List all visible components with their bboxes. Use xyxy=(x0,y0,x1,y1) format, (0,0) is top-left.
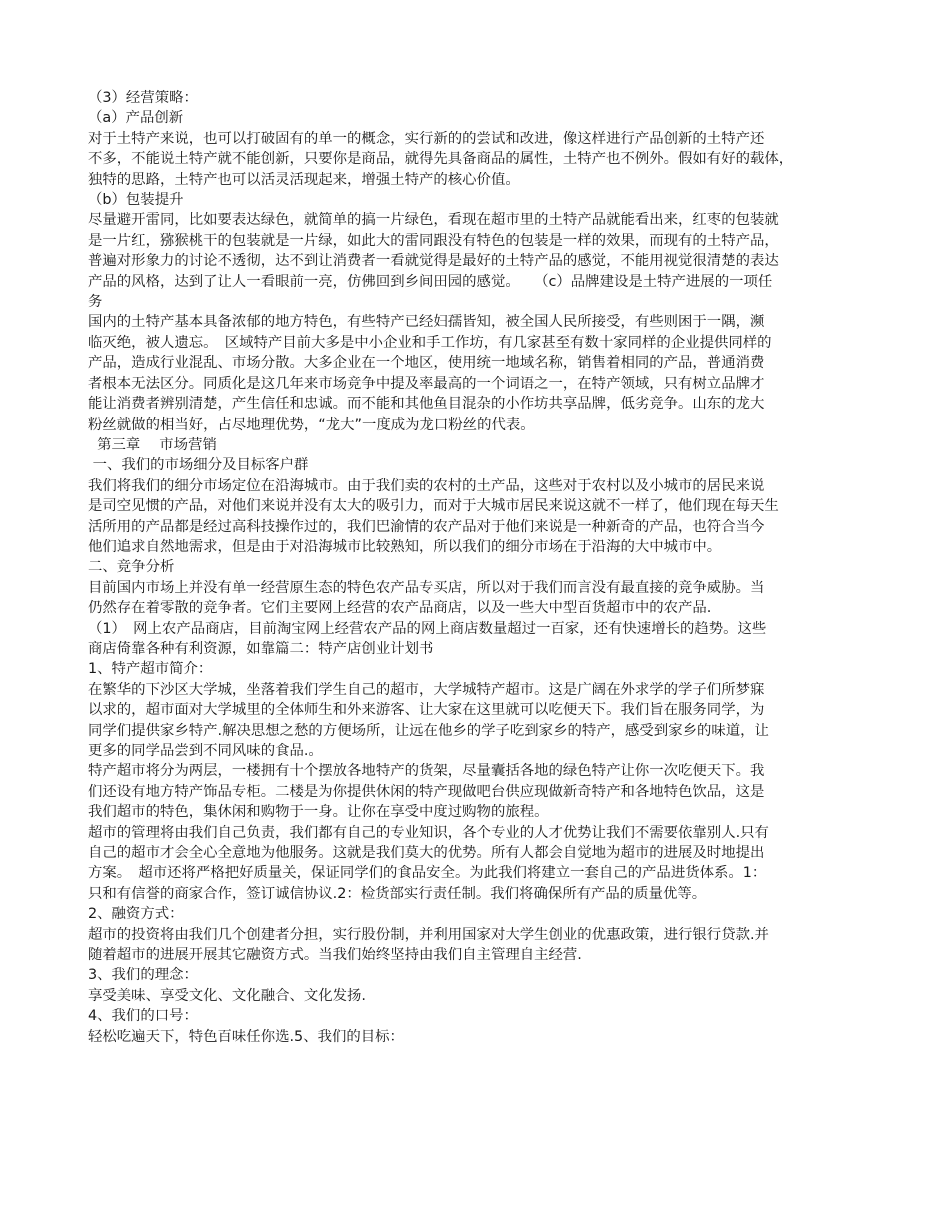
text-line: 享受美味、享受文化、文化融合、文化发扬. xyxy=(88,987,366,1004)
text-line: 者根本无法区分。同质化是这几年来市场竞争中提及率最高的一个词语之一，在特产领域，只有树立品牌才 xyxy=(88,375,765,392)
text-line: 务 xyxy=(88,294,103,311)
text-line: 超市的投资将由我们几个创建者分担，实行股份制，并利用国家对大学生创业的优惠政策，进行银行贷款.并 xyxy=(88,926,769,943)
text-line: 自己的超市才会全心全意地为他服务。这就是我们莫大的优势。所有人都会自觉地为超市的进展及时地提出 xyxy=(88,845,765,862)
text-line: 在繁华的下沙区大学城，坐落着我们学生自己的超市，大学城特产超市。这是广阔在外求学的学子们所梦寐 xyxy=(88,681,765,698)
text-line: （b）包装提升 xyxy=(88,192,184,209)
text-line: 1、特产超市简介： xyxy=(88,661,213,678)
text-line: 目前国内市场上并没有单一经营原生态的特色农产品专买店，所以对于我们而言没有最直接的竞争威胁。当 xyxy=(88,579,765,596)
text-line: 我们超市的特色，集休闲和购物于一身。让你在享受中度过购物的旅程。 xyxy=(88,804,549,821)
text-line: 不多，不能说土特产就不能创新，只要你是商品，就得先具备商品的属性，土特产也不例外。假如有好的载体， xyxy=(88,151,794,168)
text-line: 特产超市将分为两层，一楼拥有十个摆放各地特产的货架，尽量囊括各地的绿色特产让你一次吃便天下。我 xyxy=(88,763,765,780)
text-line: 我们将我们的细分市场定位在沿海城市。由于我们卖的农村的土产品，这些对于农村以及小城市的居民来说 xyxy=(88,477,765,494)
text-line: 独特的思路，土特产也可以活灵活现起来，增强土特产的核心价值。 xyxy=(88,171,520,188)
text-line: 产品，造成行业混乱、市场分散。大多企业在一个地区，使用统一地域名称，销售着相同的产品，普通消费 xyxy=(88,355,765,372)
text-line: 粉丝就做的相当好，占尽地理优势，“龙大”一度成为龙口粉丝的代表。 xyxy=(88,416,535,433)
text-line: 随着超市的进展开展其它融资方式。当我们始终坚持由我们自主管理自主经营. xyxy=(88,947,582,964)
text-line: 们还设有地方特产饰品专柜。二楼是为你提供休闲的特产现做吧台供应现做新奇特产和各地特色饮品，这是 xyxy=(88,783,765,800)
text-line: （1） 网上农产品商店，目前淘宝网上经营农产品的网上商店数量超过一百家，还有快速增长的趋势。这些 xyxy=(88,620,767,637)
text-line: 临灭绝，被人遗忘。 区域特产目前大多是中小企业和手工作坊，有几家甚至有数十家同样的企业提供同样的 xyxy=(88,334,772,351)
text-line: 商店倚靠各种有利资源，如靠篇二：特产店创业计划书 xyxy=(88,640,434,657)
text-line: 以求的，超市面对大学城里的全体师生和外来游客、让大家在这里就可以吃便天下。我们旨在服务同学，为 xyxy=(88,702,765,719)
text-line: 活所用的产品都是经过高科技操作过的，我们巴渝情的农产品对于他们来说是一种新奇的产品，也符合当今 xyxy=(88,518,765,535)
text-line: 产品的风格，达到了让人一看眼前一亮，仿佛回到乡间田园的感觉。 （c）品牌建设是土特产进展的一项任 xyxy=(88,273,773,290)
text-line: （3）经营策略： xyxy=(88,90,198,106)
text-line: 第三章 市场营销 xyxy=(88,436,217,453)
text-line: 对于土特产来说，也可以打破固有的单一的概念，实行新的的尝试和改进，像这样进行产品创新的土特产还 xyxy=(88,130,765,147)
text-line: 只和有信誉的商家合作，签订诚信协议.2：检货部实行责任制。我们将确保所有产品的质量优等。 xyxy=(88,885,707,902)
text-line: 超市的管理将由我们自己负责，我们都有自己的专业知识，各个专业的人才优势让我们不需要依靠别人.只有 xyxy=(88,824,769,841)
text-line: 尽量避开雷同，比如要表达绿色，就简单的搞一片绿色，看现在超市里的土特产品就能看出来，红枣的包装就 xyxy=(88,212,779,229)
text-line: 一、我们的市场细分及目标客户群 xyxy=(88,457,309,474)
text-line: 4、我们的口号： xyxy=(88,1008,198,1025)
text-line: 同学们提供家乡特产.解决思想之愁的方便场所，让远在他乡的学子吃到家乡的特产，感受到家乡的味道，让 xyxy=(88,722,769,739)
text-line: 二、竞争分析 xyxy=(88,559,175,576)
text-line: 他们追求自然地需求，但是由于对沿海城市比较熟知，所以我们的细分市场在于沿海的大中城市中。 xyxy=(88,538,722,555)
document-body xyxy=(88,88,864,1047)
text-line: 更多的同学品尝到不同风味的食品.。 xyxy=(88,743,323,759)
text-line: 2、融资方式： xyxy=(88,906,184,923)
text-line: 能让消费者辨别清楚，产生信任和忠诚。而不能和其他鱼目混杂的小作坊共享品牌，低劣竞争。山东的龙大 xyxy=(88,396,765,413)
text-line: （a）产品创新 xyxy=(88,110,184,127)
text-line: 是一片红，猕猴桃干的包装就是一片绿，如此大的雷同跟没有特色的包装是一样的效果，而现有的土特产品， xyxy=(88,232,779,249)
text-line: 仍然存在着零散的竞争者。它们主要网上经营的农产品商店，以及一些大中型百货超市中的农产品. xyxy=(88,600,712,617)
text-line: 普遍对形象力的讨论不透彻，达不到让消费者一看就觉得是最好的土特产品的感觉，不能用视觉很清楚的表达 xyxy=(88,253,779,270)
text-line: 是司空见惯的产品，对他们来说并没有太大的吸引力，而对于大城市居民来说这就不一样了，他们现在每天生 xyxy=(88,498,779,515)
text-line: 轻松吃遍天下，特色百味任你选.5、我们的目标： xyxy=(88,1028,404,1045)
text-line: 国内的土特产基本具备浓郁的地方特色，有些特产已经妇孺皆知，被全国人民所接受，有些则困于一隅，濒 xyxy=(88,314,765,331)
text-line: 3、我们的理念： xyxy=(88,967,198,984)
text-line: 方案。 超市还将严格把好质量关，保证同学们的食品安全。为此我们将建立一套自己的产品进货体系。1： xyxy=(88,865,767,882)
